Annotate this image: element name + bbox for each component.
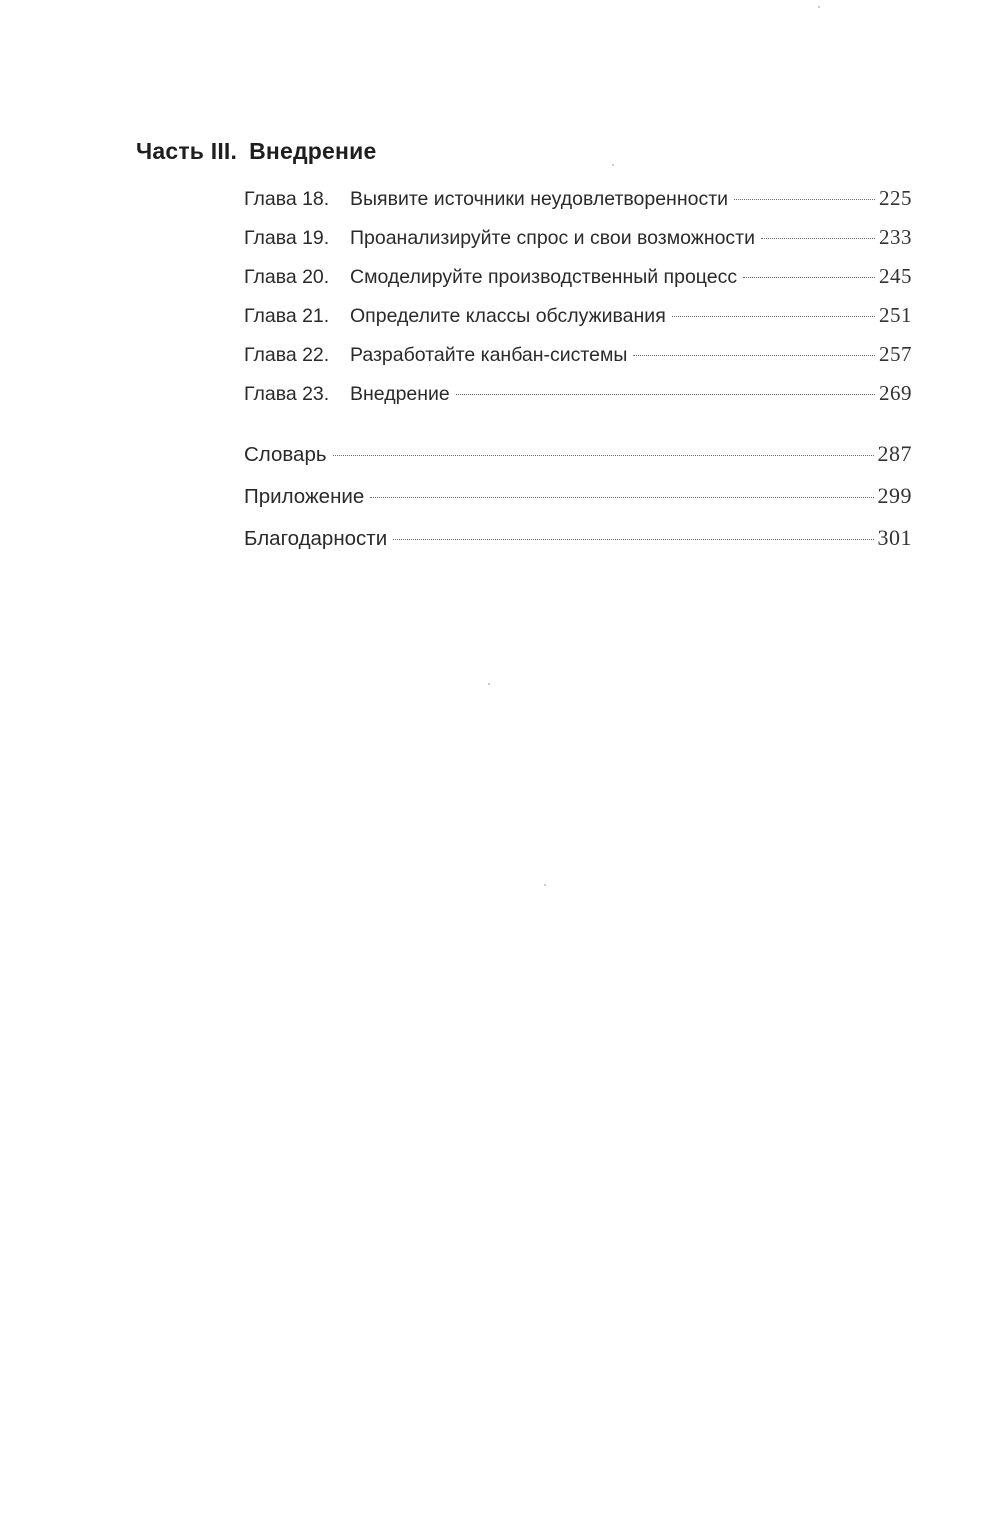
paper-speck [818,6,820,8]
page-number: 301 [877,525,912,550]
dot-leader [633,355,875,356]
page-number: 251 [879,303,912,327]
toc-entry-chapter-19[interactable] [244,225,912,250]
page-number: 233 [879,225,912,249]
toc-entry-appendix[interactable] [244,483,912,509]
toc-entry-chapter-23[interactable] [244,381,912,406]
dot-leader [734,199,875,200]
dot-leader [761,238,875,239]
page-number: 225 [879,186,912,210]
part-label: Часть III. [136,138,238,164]
part-heading [136,138,376,165]
backmatter-title: Словарь [244,443,327,466]
toc-entry-chapter-18[interactable] [244,186,912,211]
chapter-title: Определите классы обслуживания [350,305,666,327]
part-title: Внедрение [249,138,377,164]
chapter-number: Глава 23. [244,383,330,405]
chapter-title: Выявите источники неудовлетворенности [350,188,729,210]
page-number: 299 [877,483,912,508]
dot-leader [393,539,873,540]
chapter-number: Глава 22. [244,344,330,366]
paper-speck [612,164,614,166]
chapter-number: Глава 21. [244,305,330,327]
chapter-number: Глава 19. [244,227,330,249]
toc-entry-acknowledgements[interactable] [244,525,912,551]
page-number: 287 [877,441,912,466]
backmatter-title: Приложение [244,485,365,508]
chapter-title: Разработайте канбан-системы [350,344,628,366]
dot-leader [370,497,873,498]
dot-leader [672,316,875,317]
chapter-title: Внедрение [350,383,450,405]
page-number: 257 [879,342,912,366]
dot-leader [456,394,875,395]
chapter-number: Глава 18. [244,188,330,210]
toc-entry-chapter-21[interactable] [244,303,912,328]
page-number: 245 [879,264,912,288]
chapter-title: Смоделируйте производственный процесс [350,266,738,288]
toc-entry-chapter-22[interactable] [244,342,912,367]
page-number: 269 [879,381,912,405]
paper-speck [544,884,546,886]
dot-leader [333,455,874,456]
chapter-number: Глава 20. [244,266,330,288]
toc-entry-glossary[interactable] [244,441,912,467]
dot-leader [743,277,875,278]
paper-speck [488,683,490,685]
backmatter-title: Благодарности [244,527,388,550]
chapter-title: Проанализируйте спрос и свои возможности [350,227,756,249]
toc-entry-chapter-20[interactable] [244,264,912,289]
